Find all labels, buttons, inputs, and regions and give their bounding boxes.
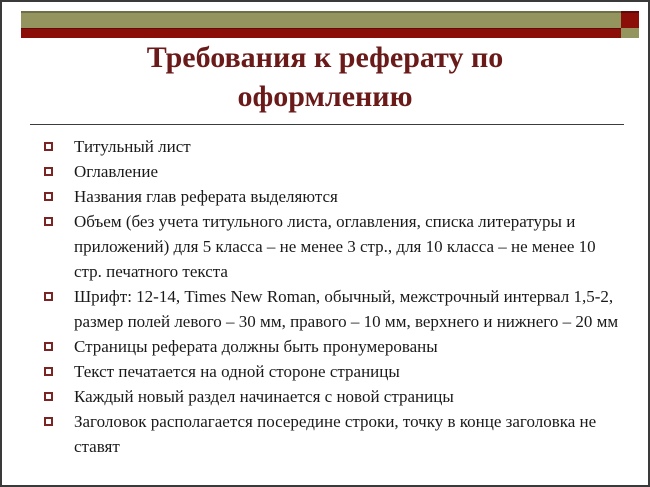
list-item <box>42 184 624 209</box>
list-item <box>42 159 624 184</box>
bullet-square-icon <box>44 167 53 176</box>
list-item <box>42 359 624 384</box>
bullet-square-icon <box>44 417 53 426</box>
list-item-text: Страницы реферата должны быть пронумерованы <box>74 337 438 356</box>
list-item <box>42 209 624 284</box>
bullet-square-icon <box>44 342 53 351</box>
list-item-text: Объем (без учета титульного листа, оглавления, списка литературы и приложений) для 5 класса – не менее 3 стр., для 10 класса – не менее 10 стр. печатного текста <box>74 212 596 281</box>
bullet-square-icon <box>44 217 53 226</box>
list-item <box>42 384 624 409</box>
dark-red-end-square <box>621 11 639 28</box>
list-item <box>42 334 624 359</box>
bullet-square-icon <box>44 292 53 301</box>
bullet-square-icon <box>44 142 53 151</box>
list-item <box>42 284 624 334</box>
list-item-text: Шрифт: 12-14, Times New Roman, обычный, межстрочный интервал 1,5-2, размер полей левого – 30 мм, правого – 10 мм, верхнего и нижнего – 20 мм <box>74 287 619 331</box>
list-item-text: Оглавление <box>74 162 158 181</box>
title-banner-decoration <box>21 11 639 38</box>
olive-band <box>21 11 621 28</box>
list-item <box>42 134 624 159</box>
bullet-list <box>42 134 624 459</box>
bullet-square-icon <box>44 367 53 376</box>
list-item-text: Титульный лист <box>74 137 191 156</box>
list-item-text: Каждый новый раздел начинается с новой страницы <box>74 387 454 406</box>
bullet-square-icon <box>44 192 53 201</box>
slide-title: Требования к реферату по оформлению <box>146 41 504 113</box>
bullet-square-icon <box>44 392 53 401</box>
dark-red-band <box>21 28 621 38</box>
list-item <box>42 409 624 459</box>
list-item-text: Заголовок располагается посередине строки, точку в конце заголовка не ставят <box>74 412 597 456</box>
list-item-text: Названия глав реферата выделяются <box>74 187 338 206</box>
list-item-text: Текст печатается на одной стороне страницы <box>74 362 400 381</box>
olive-end-square <box>621 28 639 38</box>
title-underline <box>30 124 624 125</box>
